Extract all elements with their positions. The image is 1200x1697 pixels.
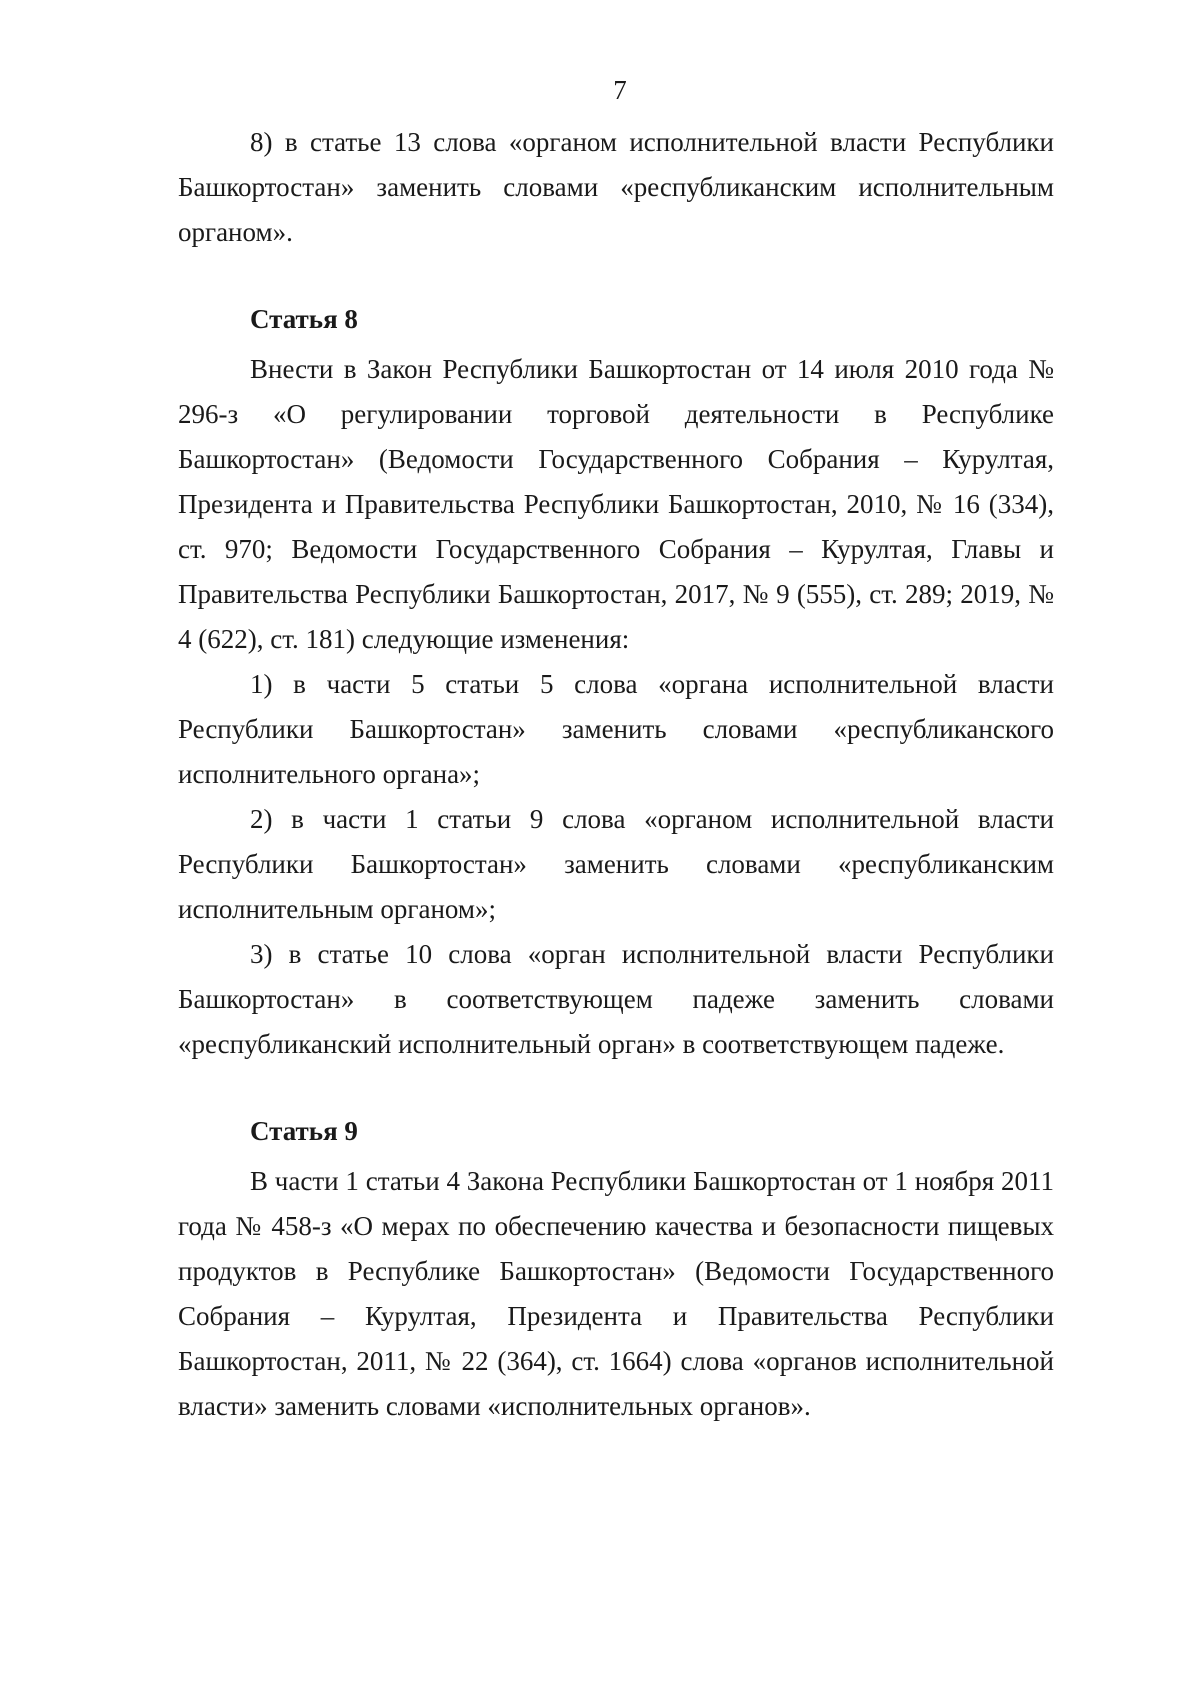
article-8-item-1: 1) в части 5 статьи 5 слова «органа исполнительной власти Республики Башкортостан» заменить словами «республиканского исполнительного органа»; xyxy=(178,669,1054,789)
article-8-item-3: 3) в статье 10 слова «орган исполнительной власти Республики Башкортостан» в соответствующем падеже заменить словами «республиканский исполнительный орган» в соответствующем падеже. xyxy=(178,939,1054,1059)
article-8-heading: Статья 8 xyxy=(250,304,358,334)
article-8-item-2: 2) в части 1 статьи 9 слова «органом исполнительной власти Республики Башкортостан» заменить словами «республиканским исполнительным органом»; xyxy=(178,804,1054,924)
article-8-intro: Внести в Закон Республики Башкортостан от 14 июля 2010 года № 296-з «О регулировании торговой деятельности в Республике Башкортостан» (Ведомости Государственного Собрания – Курултая, Президента и Правительства Республики Башкортостан, 2010, № 16 (334), ст. 970; Ведомости Государственного Собрания – Курултая, Главы и Правительства Республики Башкортостан, 2017, № 9 (555), ст. 289; 2019, № 4 (622), ст. 181) следующие изменения: xyxy=(178,354,1054,654)
article-9-heading: Статья 9 xyxy=(250,1116,358,1146)
article-9-text: В части 1 статьи 4 Закона Республики Башкортостан от 1 ноября 2011 года № 458-з «О мерах по обеспечению качества и безопасности пищевых продуктов в Республике Башкортостан» (Ведомости Государственного Собрания – Курултая, Президента и Правительства Республики Башкортостан, 2011, № 22 (364), ст. 1664) слова «органов исполнительной власти» заменить словами «исполнительных органов». xyxy=(178,1166,1054,1421)
page-number: 7 xyxy=(613,75,627,105)
paragraph-item-8: 8) в статье 13 слова «органом исполнительной власти Республики Башкортостан» заменить словами «республиканским исполнительным органом». xyxy=(178,127,1054,247)
document-body xyxy=(178,120,1054,1429)
